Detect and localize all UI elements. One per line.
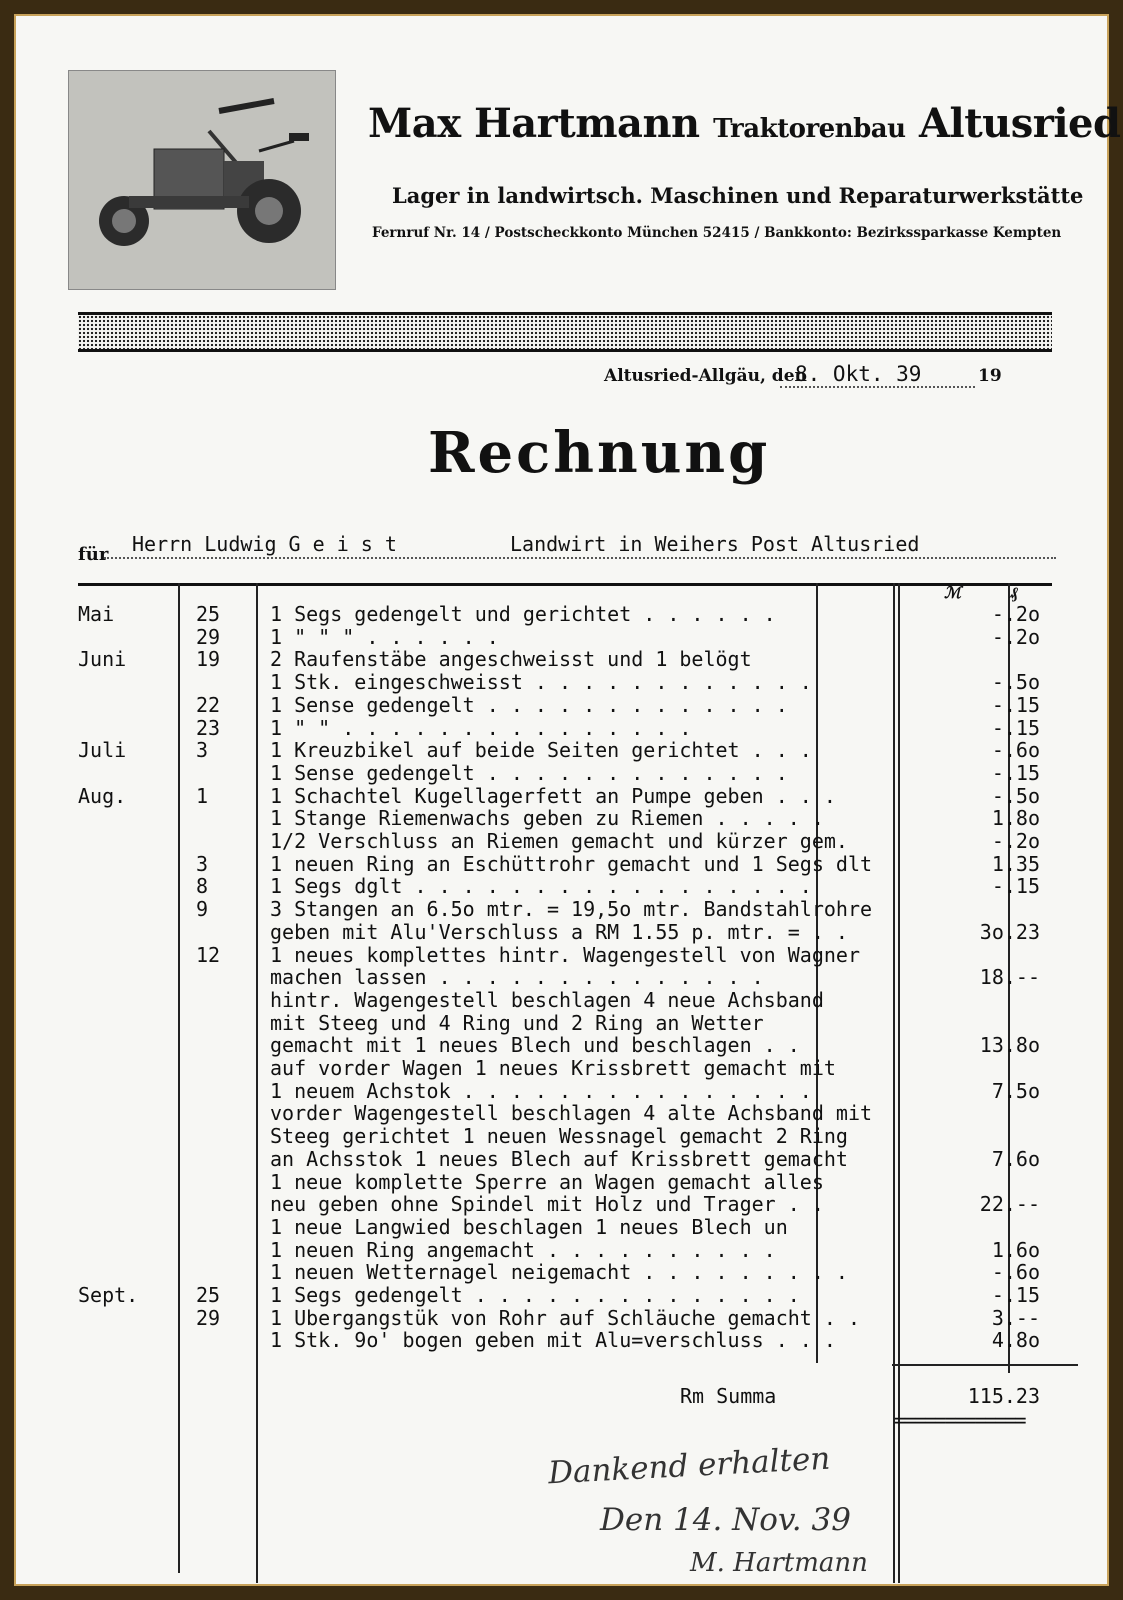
entry-day: 29 xyxy=(196,625,221,649)
sum-double-underline: ============= xyxy=(894,1408,1025,1432)
col-rule-month xyxy=(178,583,180,1573)
entry-text: 1 Sense gedengelt . . . . . . . . . . . . . xyxy=(270,693,788,717)
entry-amount: -.2o xyxy=(991,829,1040,853)
entry-text: 3 Stangen an 6.5o mtr. = 19,5o mtr. Bandstahlrohre xyxy=(270,897,873,921)
entry-amount: -.2o xyxy=(991,602,1040,626)
entry-amount: 22.-- xyxy=(979,1192,1040,1216)
entry-amount: -.2o xyxy=(991,625,1040,649)
entry-month: Juli xyxy=(78,738,127,762)
entry-text: 1 " " . . . . . . . . . . . . . . . xyxy=(270,716,692,740)
place-label: Altusried-Allgäu, den xyxy=(604,366,807,386)
entry-text: 1/2 Verschluss an Riemen gemacht und kürzer gem. xyxy=(270,829,848,853)
recipient-label: für xyxy=(78,544,109,565)
tractor-icon xyxy=(69,71,335,289)
entry-month: Juni xyxy=(78,647,127,671)
entry-amount: 3o.23 xyxy=(979,920,1040,944)
recipient-line xyxy=(104,557,1056,559)
entry-text: neu geben ohne Spindel mit Holz und Trager . . xyxy=(270,1192,824,1216)
entry-text: machen lassen . . . . . . . . . . . . . . xyxy=(270,965,764,989)
entry-text: 1 neue Langwied beschlagen 1 neues Blech un xyxy=(270,1215,788,1239)
entry-text: 1 Kreuzbikel auf beide Seiten gerichtet . . . xyxy=(270,738,812,762)
entry-day: 12 xyxy=(196,943,221,967)
entry-text: 1 Stk. eingeschweisst . . . . . . . . . . . . xyxy=(270,670,812,694)
page-title: Rechnung xyxy=(428,420,771,486)
tractor-photo xyxy=(68,70,336,290)
invoice-date: 8. Okt. 39 xyxy=(795,362,922,386)
entry-text: auf vorder Wagen 1 neues Krissbrett gemacht mit xyxy=(270,1056,836,1080)
recipient xyxy=(132,532,920,556)
company-contact: Fernruf Nr. 14 / Postscheckkonto München 52415 / Bankkonto: Bezirkssparkasse Kempten xyxy=(372,225,1062,241)
recipient-place: Landwirt in Weihers Post Altusried xyxy=(510,532,920,556)
company-name: Max Hartmann xyxy=(368,100,700,147)
entry-text: 1 Sense gedengelt . . . . . . . . . . . . . xyxy=(270,761,788,785)
entry-amount: -.15 xyxy=(991,716,1040,740)
entry-text: hintr. Wagengestell beschlagen 4 neue Achsband xyxy=(270,988,824,1012)
entry-amount: -.15 xyxy=(991,874,1040,898)
sum-value: 115.23 xyxy=(967,1384,1040,1408)
entry-amount: 18.-- xyxy=(979,965,1040,989)
entry-day: 3 xyxy=(196,852,209,876)
entry-amount: -.15 xyxy=(991,1283,1040,1307)
company-town: Altusried xyxy=(918,100,1121,147)
entry-text: 2 Raufenstäbe angeschweisst und 1 belögt xyxy=(270,647,752,671)
recipient-name: Herrn Ludwig G e i s t xyxy=(132,532,397,556)
date-century: 19 xyxy=(978,366,1002,386)
entry-amount: 4.8o xyxy=(991,1328,1040,1352)
entry-text: 1 Stk. 9o' bogen geben mit Alu=verschluss . . . xyxy=(270,1328,836,1352)
entry-text: 1 Stange Riemenwachs geben zu Riemen . . . . . xyxy=(270,806,824,830)
entry-text: Steeg gerichtet 1 neuen Wessnagel gemacht 2 Ring xyxy=(270,1124,848,1148)
sum-rule xyxy=(892,1364,1078,1366)
entry-text: geben mit Alu'Verschluss a RM 1.55 p. mtr. = . . xyxy=(270,920,848,944)
entry-text: mit Steeg und 4 Ring und 2 Ring an Wetter xyxy=(270,1011,764,1035)
entry-text: 1 neuen Wetternagel neigemacht . . . . . . . . . xyxy=(270,1260,848,1284)
entry-month: Aug. xyxy=(78,784,127,808)
entry-month: Mai xyxy=(78,602,115,626)
sum-label: Rm Summa xyxy=(680,1384,777,1408)
entry-amount: 7.6o xyxy=(991,1147,1040,1171)
entry-day: 29 xyxy=(196,1306,221,1330)
entry-amount: 7.5o xyxy=(991,1079,1040,1103)
entry-day: 9 xyxy=(196,897,209,921)
entry-text: 1 Segs dglt . . . . . . . . . . . . . . . . . xyxy=(270,874,812,898)
entry-day: 22 xyxy=(196,693,221,717)
entry-amount: 1.8o xyxy=(991,806,1040,830)
company-name-line xyxy=(368,100,1120,147)
entry-day: 25 xyxy=(196,1283,221,1307)
col-rule-text xyxy=(816,583,818,1363)
table-top-rule xyxy=(78,583,1052,586)
entry-text: 1 neuen Ring angemacht . . . . . . . . . . xyxy=(270,1238,776,1262)
entry-text: vorder Wagengestell beschlagen 4 alte Achsband mit xyxy=(270,1101,873,1125)
entry-day: 8 xyxy=(196,874,209,898)
entry-text: 1 Ubergangstük von Rohr auf Schläuche gemacht . . xyxy=(270,1306,861,1330)
entry-day: 1 xyxy=(196,784,209,808)
col-rule-day xyxy=(256,583,258,1583)
entry-amount: -.6o xyxy=(991,738,1040,762)
entry-amount: -.6o xyxy=(991,1260,1040,1284)
entry-text: 1 Segs gedengelt und gerichtet . . . . . . xyxy=(270,602,776,626)
entry-text: an Achsstok 1 neues Blech auf Krissbrett gemacht xyxy=(270,1147,848,1171)
entry-amount: -.5o xyxy=(991,784,1040,808)
currency-mark: ℳ xyxy=(944,583,962,602)
entry-amount: 3.-- xyxy=(991,1306,1040,1330)
entry-text: 1 neues komplettes hintr. Wagengestell von Wagner xyxy=(270,943,861,967)
entry-day: 3 xyxy=(196,738,209,762)
decorative-band xyxy=(78,312,1052,352)
entry-text: 1 Schachtel Kugellagerfett an Pumpe geben . . . xyxy=(270,784,836,808)
entry-text: 1 neuen Ring an Eschüttrohr gemacht und 1 Segs dlt xyxy=(270,852,873,876)
entry-amount: -.15 xyxy=(991,693,1040,717)
company-trade: Traktorenbau xyxy=(713,114,906,144)
entry-text: 1 " " " . . . . . . xyxy=(270,625,499,649)
receipt-note: Dankend erhalten xyxy=(547,1440,832,1492)
entry-amount: -.5o xyxy=(991,670,1040,694)
company-subtitle: Lager in landwirtsch. Maschinen und Reparaturwerkstätte xyxy=(392,183,1084,208)
entry-amount: -.15 xyxy=(991,761,1040,785)
entry-text: 1 neuem Achstok . . . . . . . . . . . . . . . xyxy=(270,1079,812,1103)
entry-amount: 13.8o xyxy=(979,1033,1040,1057)
entry-day: 19 xyxy=(196,647,221,671)
receipt-date: Den 14. Nov. 39 xyxy=(600,1502,851,1538)
currency-pf: ₰ xyxy=(1010,583,1018,602)
entry-amount: 1.35 xyxy=(991,852,1040,876)
date-line xyxy=(780,386,975,388)
entry-day: 25 xyxy=(196,602,221,626)
entry-text: gemacht mit 1 neues Blech und beschlagen . . xyxy=(270,1033,800,1057)
entry-month: Sept. xyxy=(78,1283,139,1307)
signature: M. Hartmann xyxy=(690,1548,868,1578)
entry-amount: 1.6o xyxy=(991,1238,1040,1262)
entry-day: 23 xyxy=(196,716,221,740)
entry-text: 1 Segs gedengelt . . . . . . . . . . . . . . xyxy=(270,1283,800,1307)
entry-text: 1 neue komplette Sperre an Wagen gemacht alles xyxy=(270,1170,824,1194)
